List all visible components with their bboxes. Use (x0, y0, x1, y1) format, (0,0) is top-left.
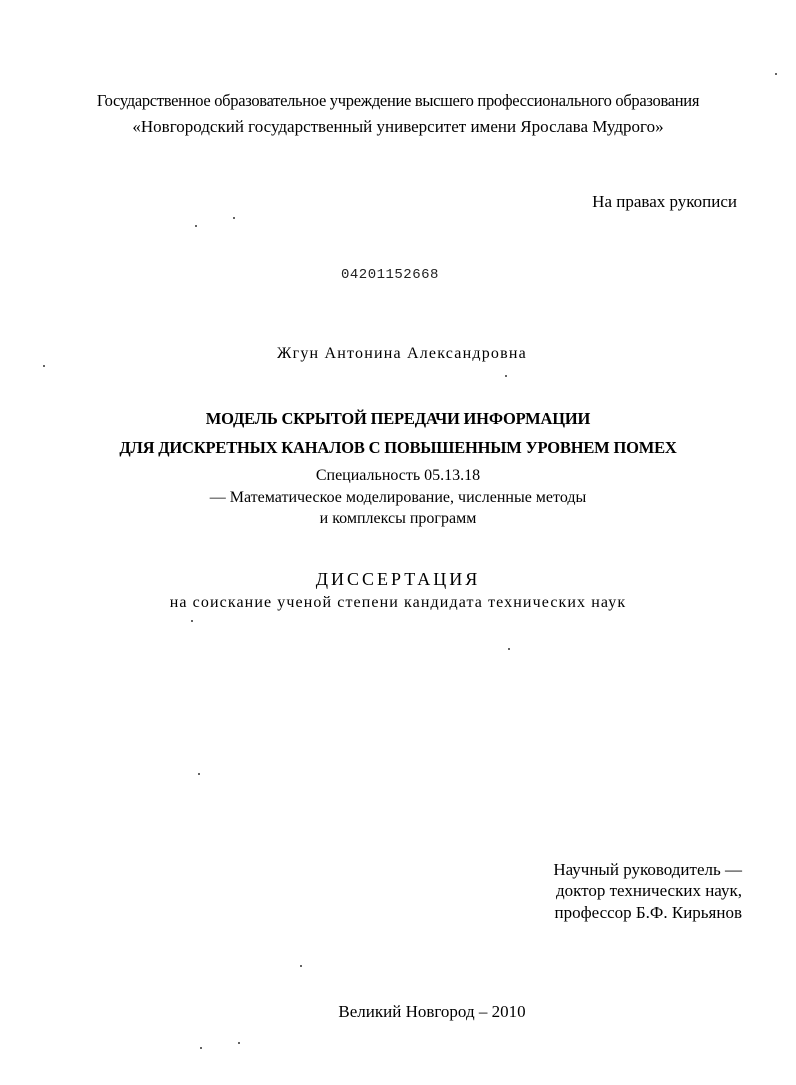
specialty-line-3: и комплексы программ (319, 510, 477, 527)
scan-speck (300, 965, 302, 967)
specialty-line-2: — Математическое моделирование, численные методы (209, 489, 587, 506)
scan-speck (238, 1042, 240, 1044)
title-line-2: ДЛЯ ДИСКРЕТНЫХ КАНАЛОВ С ПОВЫШЕННЫМ УРОВНЕМ ПОМЕХ (119, 438, 677, 457)
archive-number: 04201152668 (341, 267, 439, 283)
institution-line-2: «Новгородский государственный университет имени Ярослава Мудрого» (132, 117, 664, 136)
scan-speck (195, 225, 197, 227)
supervisor-line-3: профессор Б.Ф. Кирьянов (554, 903, 742, 922)
scan-speck (200, 1047, 202, 1049)
degree-line: на соискание ученой степени кандидата технических наук (169, 594, 627, 611)
place-year: Великий Новгород – 2010 (338, 1002, 526, 1021)
scan-speck (43, 365, 45, 367)
scan-speck (233, 217, 235, 219)
supervisor-line-2: доктор технических наук, (555, 881, 742, 900)
title-line-1: МОДЕЛЬ СКРЫТОЙ ПЕРЕДАЧИ ИНФОРМАЦИИ (205, 409, 591, 428)
supervisor-line-1: Научный руководитель — (553, 860, 742, 879)
scan-speck (508, 648, 510, 650)
specialty-line-1: Специальность 05.13.18 (315, 467, 481, 484)
scan-speck (191, 620, 193, 622)
author-name: Жгун Антонина Александровна (277, 345, 527, 362)
scan-speck (198, 773, 200, 775)
scan-speck (775, 73, 777, 75)
scan-speck (505, 375, 507, 377)
institution-line-1: Государственное образовательное учреждение высшего профессионального образования (96, 91, 700, 110)
document-type: ДИССЕРТАЦИЯ (315, 569, 481, 589)
rights-note: На правах рукописи (592, 192, 737, 211)
